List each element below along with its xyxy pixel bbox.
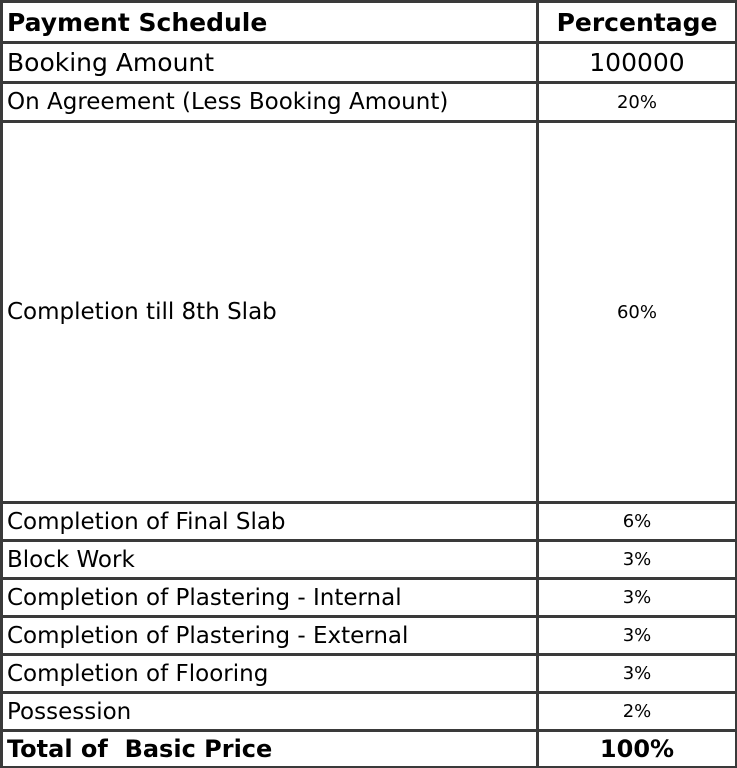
row-block-work-value: 3% [539,542,735,577]
header-payment-schedule: Payment Schedule [3,3,536,41]
total-value: 100% [539,732,735,766]
row-plastering-internal-label: Completion of Plastering - Internal [3,580,536,615]
row-flooring-label: Completion of Flooring [3,656,536,691]
row-final-slab-label: Completion of Final Slab [3,504,536,539]
row-final-slab-value: 6% [539,504,735,539]
row-flooring-value: 3% [539,656,735,691]
row-on-agreement-label: On Agreement (Less Booking Amount) [3,84,536,120]
payment-schedule-table [3,3,734,765]
row-possession-label: Possession [3,694,536,729]
row-block-work-label: Block Work [3,542,536,577]
row-plastering-external-value: 3% [539,618,735,653]
row-on-agreement-value: 20% [539,84,735,120]
row-possession-value: 2% [539,694,735,729]
row-plastering-internal-value: 3% [539,580,735,615]
row-booking-amount-label: Booking Amount [3,44,536,81]
row-plastering-external-label: Completion of Plastering - External [3,618,536,653]
row-booking-amount-value: 100000 [539,44,735,81]
row-8th-slab-label: Completion till 8th Slab [3,123,536,501]
header-percentage: Percentage [539,3,735,41]
row-8th-slab-value: 60% [539,123,735,501]
total-label: Total of Basic Price [3,732,536,766]
